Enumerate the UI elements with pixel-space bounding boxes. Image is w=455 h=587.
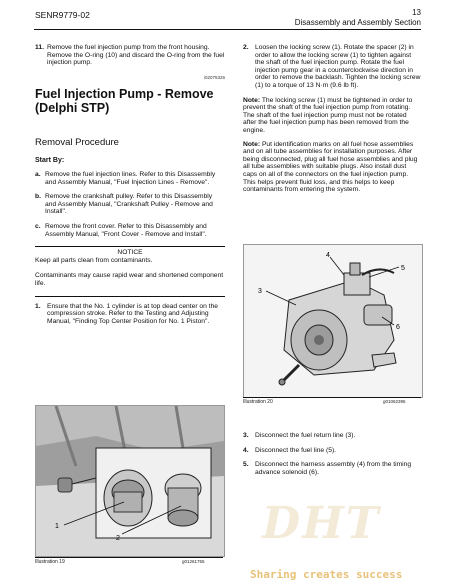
procedure-subtitle: Removal Procedure	[35, 137, 119, 149]
notice-text-2: Contaminants may cause rapid wear and shortened component life.	[35, 272, 224, 287]
start-by-label: Start By:	[35, 157, 65, 165]
illustration-19-ref: g01261755	[182, 559, 205, 564]
illustration-20-image	[243, 244, 423, 398]
step-1	[35, 303, 225, 326]
document-id: SENR9779-02	[35, 10, 90, 20]
step-number: 4.	[243, 446, 249, 454]
note-2	[243, 141, 421, 194]
step-number: 1.	[35, 302, 41, 310]
item-text: Remove the crankshaft pulley. Refer to this Disassembly and Assembly Manual, "Crankshaft Pulley - Remove and Install".	[45, 193, 213, 216]
caption-rule	[35, 557, 223, 558]
callout-3: 3	[258, 288, 262, 295]
step-number: 3.	[243, 432, 249, 439]
step-text: Ensure that the No. 1 cylinder is at top dead center on the compression stroke. Refer to the Testing and Adjusting Manual, "Finding Top Center Position for No. 1 Piston".	[47, 302, 219, 325]
prereq-item-a	[35, 171, 225, 186]
step-text: Disconnect the harness assembly (4) from the timing advance solenoid (6).	[255, 461, 412, 476]
step-4	[243, 447, 421, 455]
page-number: 13	[412, 8, 421, 17]
notice-text-1: Keep all parts clean from contaminants.	[35, 256, 153, 264]
note-text: The locking screw (1) must be tightened in order to prevent the shaft of the fuel injection pump from rotating. The shaft of the fuel injection pump must not be rotated after the fuel injection pump has been removed from the engine.	[243, 96, 413, 134]
item-label: c.	[35, 222, 41, 230]
callout-1: 1	[55, 523, 59, 530]
section-name: Disassembly and Assembly Section	[294, 18, 421, 27]
step-number: 5.	[243, 461, 249, 469]
fuel-pump-diagram	[244, 245, 422, 397]
illustration-19-image	[35, 405, 225, 557]
illustration-20-ref: g01062395	[383, 399, 406, 404]
section-title: Fuel Injection Pump - Remove (Delphi STP)	[35, 87, 214, 116]
step-number: 2.	[243, 44, 249, 51]
step-5	[243, 461, 421, 476]
right-column	[243, 44, 421, 200]
right-column-steps	[243, 432, 421, 483]
note-1	[243, 97, 421, 135]
caption-rule	[243, 397, 421, 398]
step-11	[35, 44, 225, 67]
item-label: b.	[35, 193, 41, 201]
item-text: Remove the front cover. Refer to this Disassembly and Assembly Manual, "Front Cover - Remove and Install".	[45, 222, 207, 238]
step-text: Loosen the locking screw (1). Rotate the spacer (2) in order to allow the locking screw (1) to tighten against the shaft of the fuel injection pump. Rotate the fuel injection pump gear in a counterclockwise direction in order to remove the backlash. Tighten the locking screw (1) to a torque of 13 N·m (9.6 lb ft).	[255, 44, 421, 89]
illustration-19-caption: Illustration 19	[35, 559, 65, 565]
left-column	[35, 44, 225, 332]
figure-reference: i02075326	[203, 74, 225, 80]
note-text: Put identification marks on all fuel hose assemblies and on all tube assemblies for installation purposes. After being disconnected, plug all fuel hose assemblies and plug all tube assemblies with suitable plugs. Also install dust caps on all of the connectors on the fuel injection pump. This helps prevent fluid loss, and this helps to keep contaminants from entering the system.	[243, 140, 418, 194]
watermark-logo: DHT	[262, 498, 381, 549]
notice-rule	[35, 296, 225, 297]
notice-title: NOTICE	[35, 246, 225, 257]
note-label: Note:	[243, 96, 261, 104]
callout-5: 5	[401, 265, 405, 272]
note-label: Note:	[243, 140, 261, 148]
item-label: a.	[35, 170, 41, 178]
step-text: Remove the fuel injection pump from the front housing. Remove the O-ring (10) and discard the O-ring from the fuel injection pump.	[47, 44, 225, 67]
step-number: 11.	[35, 44, 44, 51]
callout-6: 6	[396, 324, 400, 331]
step-text: Disconnect the fuel return line (3).	[255, 432, 356, 439]
item-text: Remove the fuel injection lines. Refer to this Disassembly and Assembly Manual, "Fuel Injection Lines - Remove".	[45, 170, 216, 186]
prereq-item-c	[35, 223, 225, 238]
callout-2: 2	[116, 535, 120, 542]
prereq-item-b	[35, 193, 225, 216]
header-rule	[34, 29, 421, 30]
step-3	[243, 432, 421, 440]
step-text: Disconnect the fuel line (5).	[255, 446, 337, 454]
callout-4: 4	[326, 252, 330, 259]
step-2	[243, 44, 421, 90]
watermark-tagline: Sharing creates success	[250, 568, 403, 581]
engine-timing-photo	[36, 406, 224, 556]
illustration-20-caption: Illustration 20	[243, 399, 273, 405]
page-header-right	[295, 8, 421, 28]
